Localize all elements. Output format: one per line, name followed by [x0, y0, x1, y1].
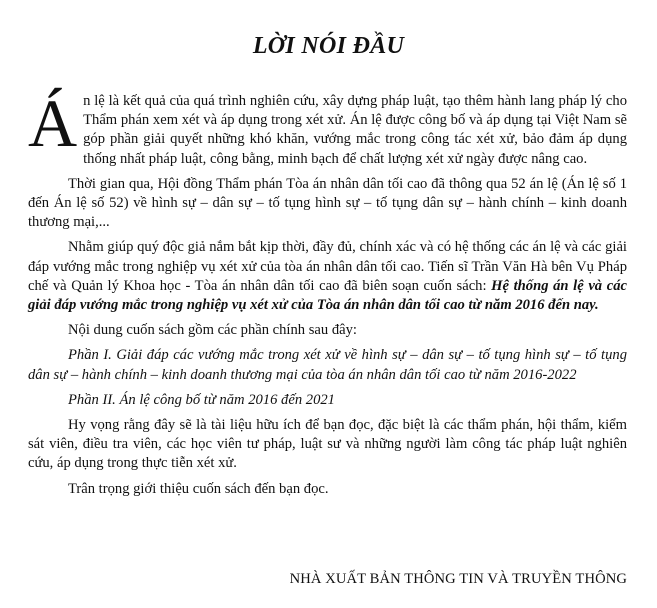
- book-title: Hệ thống án lệ và các giải đáp vướng mắc trong nghiệp vụ xét xử của Tòa án nhân dân tối cao từ năm 2016 đến nay.: [28, 277, 627, 314]
- intro-paragraph-text: n lệ là kết quả của quá trình nghiên cứu, xây dựng pháp luật, tạo thêm hành lang pháp lý cho Thẩm phán xem xét và áp dụng trong xét xử. Án lệ được công bố và áp dụng tại Việt Nam sẽ góp phần giải quyết những khó khăn, vướng mắc trong công tác xét xử, bảo đảm áp dụng thống nhất pháp luật, công bằng, minh bạch để chất lượng xét xử ngày được nâng cao.: [83, 93, 627, 167]
- part-one-description: Phần I. Giải đáp các vướng mắc trong xét xử về hình sự – dân sự – tố tụng hình sự – tố tụng dân sự – hành chính – kinh doanh thương mại của tòa án nhân dân tối cao từ năm 2016-2022: [28, 347, 627, 383]
- paragraph-book-purpose: [28, 238, 627, 315]
- page-title: LỜI NÓI ĐẦU: [252, 33, 405, 59]
- publisher-signature: NHÀ XUẤT BẢN THÔNG TIN VÀ TRUYỀN THÔNG: [289, 571, 627, 587]
- paragraph-hope: Hy vọng rằng đây sẽ là tài liệu hữu ích để bạn đọc, đặc biệt là các thẩm phán, hội thẩm, kiểm sát viên, điều tra viên, các học viên tư pháp, luật sư và những người làm công tác pháp luật nghiên cứu, áp dụng trong thực tiễn xét xử.: [28, 417, 627, 472]
- paragraph-contents-intro: Nội dung cuốn sách gồm các phần chính sau đây:: [68, 322, 357, 339]
- part-two-description: Phần II. Án lệ công bố từ năm 2016 đến 2021: [68, 391, 335, 408]
- drop-cap: Á: [28, 85, 78, 161]
- paragraph-book-purpose-text: Nhằm giúp quý độc giả nắm bắt kịp thời, đầy đủ, chính xác và có hệ thống các án lệ và các giải đáp vướng mắc trong nghiệp vụ xét xử của tòa án nhân dân tối cao. Tiến sĩ Trần Văn Hà bên Vụ Pháp chế và Quản lý Khoa học - Tòa án nhân dân tối cao đã biên soạn cuốn sách:: [28, 239, 627, 294]
- intro-paragraph: [28, 85, 627, 169]
- document-body: [28, 85, 627, 505]
- paragraph-case-law-count: Thời gian qua, Hội đồng Thẩm phán Tòa án nhân dân tối cao đã thông qua 52 án lệ (Án lệ số 1 đến Án lệ số 52) về hình sự – dân sự – tố tụng hình sự – tố tụng dân sự – hành chính – kinh doanh thương mại,...: [28, 175, 627, 231]
- paragraph-closing: Trân trọng giới thiệu cuốn sách đến bạn đọc.: [68, 480, 329, 497]
